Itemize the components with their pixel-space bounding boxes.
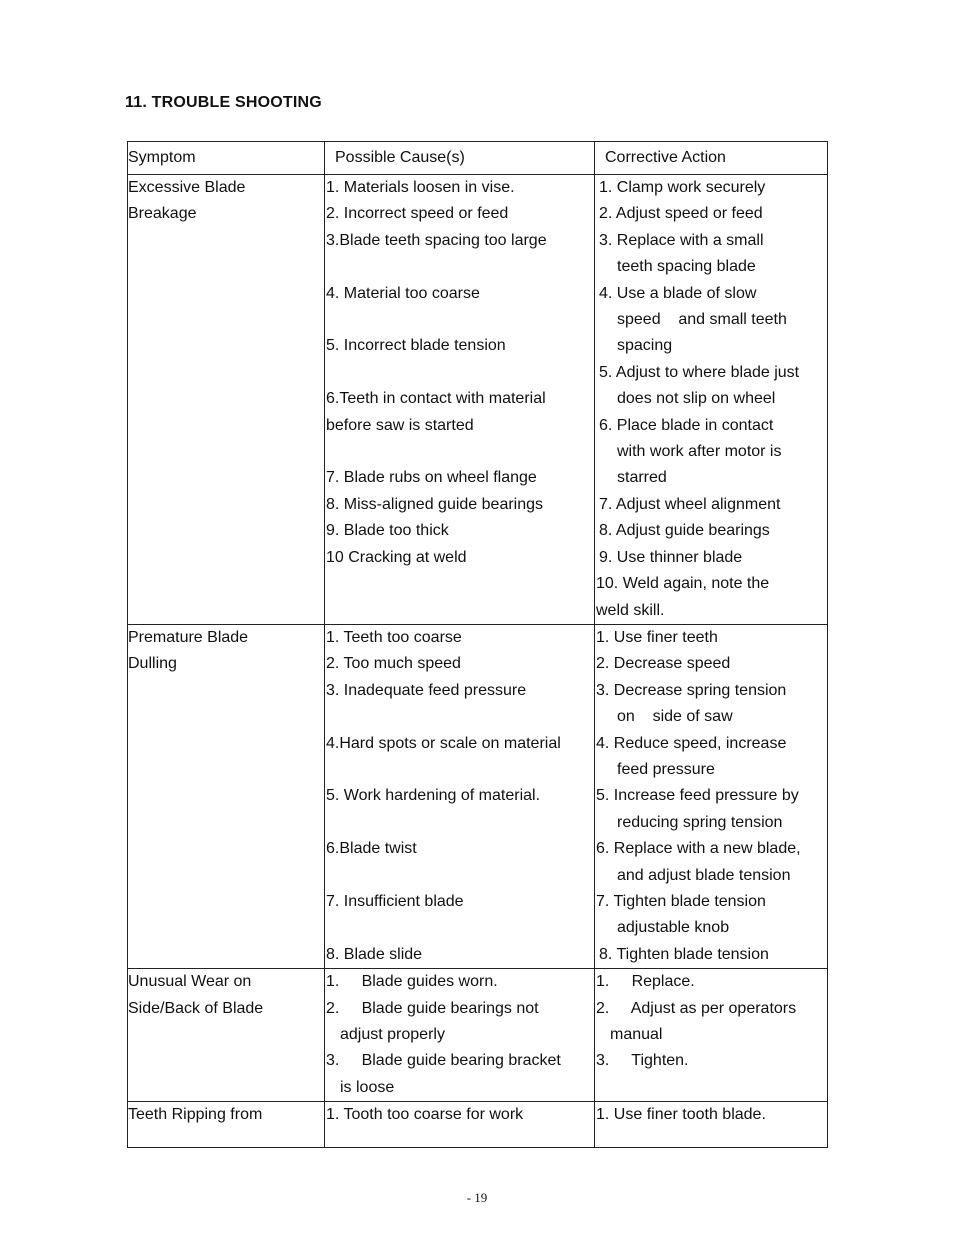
cause-line bbox=[325, 254, 594, 280]
cause-line: 1. Blade guides worn. bbox=[326, 973, 498, 991]
page-number: - 19 bbox=[466, 1190, 488, 1205]
cause-line: 2. Too much speed bbox=[326, 655, 461, 673]
symptom-cell bbox=[128, 1102, 325, 1148]
action-line: on side of saw bbox=[617, 708, 733, 726]
cause-line: 8. Miss-aligned guide bearings bbox=[326, 495, 544, 513]
cause-line: 1. Tooth too coarse for work bbox=[326, 1106, 524, 1124]
action-line: 1. Clamp work securely bbox=[599, 179, 766, 196]
cause-line: 6.Teeth in contact with material bbox=[326, 390, 546, 408]
table-header-row bbox=[128, 142, 828, 175]
action-line: starred bbox=[617, 469, 667, 487]
symptom-line: Excessive Blade bbox=[128, 179, 246, 196]
action-line: 10. Weld again, note the bbox=[596, 575, 770, 593]
cause-line bbox=[325, 810, 594, 836]
action-line: 8. Tighten blade tension bbox=[599, 945, 769, 963]
cause-line bbox=[325, 307, 594, 333]
action-line: reducing spring tension bbox=[617, 813, 783, 831]
action-line: 3. Replace with a small bbox=[599, 231, 764, 249]
action-line: 2. Adjust speed or feed bbox=[599, 205, 763, 223]
action-line: does not slip on wheel bbox=[617, 390, 776, 408]
cause-line bbox=[325, 439, 594, 465]
action-line: 7. Adjust wheel alignment bbox=[599, 495, 781, 513]
action-line: 5. Adjust to where blade just bbox=[599, 363, 800, 381]
cause-line bbox=[325, 360, 594, 386]
action-line: 2. Adjust as per operators bbox=[596, 999, 797, 1017]
action-line: manual bbox=[610, 1026, 663, 1043]
cause-line: 4.Hard spots or scale on material bbox=[326, 734, 561, 752]
action-line: 6. Place blade in contact bbox=[599, 416, 774, 434]
header-action: Corrective Action bbox=[595, 142, 828, 175]
section-title: 11. TROUBLE SHOOTING bbox=[125, 94, 322, 111]
symptom-cell bbox=[128, 175, 325, 625]
action-line: 3. Decrease spring tension bbox=[596, 681, 787, 699]
symptom-line: Teeth Ripping from bbox=[128, 1106, 263, 1124]
cause-line: 5. Work hardening of material. bbox=[326, 787, 541, 805]
cause-cell bbox=[325, 969, 595, 1102]
cause-line: 8. Blade slide bbox=[326, 945, 423, 963]
cause-line bbox=[325, 757, 594, 783]
action-line: and adjust blade tension bbox=[617, 866, 791, 884]
action-line: 4. Use a blade of slow bbox=[599, 284, 757, 302]
cause-line: 9. Blade too thick bbox=[326, 522, 449, 540]
action-line: teeth spacing blade bbox=[617, 258, 756, 276]
cause-line bbox=[325, 915, 594, 941]
action-line: 7. Tighten blade tension bbox=[596, 892, 766, 910]
cause-line: 7. Blade rubs on wheel flange bbox=[326, 469, 537, 487]
cause-cell bbox=[325, 1102, 595, 1148]
troubleshooting-table bbox=[127, 141, 828, 1148]
action-line: 1. Use finer teeth bbox=[596, 628, 718, 646]
action-line: 1. Replace. bbox=[596, 973, 695, 991]
cause-line: adjust properly bbox=[340, 1026, 445, 1043]
header-symptom: Symptom bbox=[128, 142, 325, 175]
cause-line bbox=[325, 704, 594, 730]
table-row bbox=[128, 969, 828, 1102]
cause-line: 3.Blade teeth spacing too large bbox=[326, 231, 547, 249]
cause-line: 1. Materials loosen in vise. bbox=[326, 179, 515, 196]
action-line: 2. Decrease speed bbox=[596, 655, 731, 673]
action-line: feed pressure bbox=[617, 760, 715, 778]
action-line: adjustable knob bbox=[617, 919, 730, 937]
symptom-line: Side/Back of Blade bbox=[128, 999, 264, 1017]
action-line: 8. Adjust guide bearings bbox=[599, 522, 770, 540]
cause-line: 3. Blade guide bearing bracket bbox=[326, 1052, 561, 1070]
symptom-line: Premature Blade bbox=[128, 628, 249, 646]
table-row bbox=[128, 1102, 828, 1148]
cause-line: 10 Cracking at weld bbox=[326, 548, 467, 566]
cause-line: 3. Inadequate feed pressure bbox=[326, 681, 527, 699]
cause-line: 2. Blade guide bearings not bbox=[326, 999, 539, 1017]
cause-line: before saw is started bbox=[326, 416, 474, 434]
cause-line: 7. Insufficient blade bbox=[326, 892, 464, 910]
symptom-line: Unusual Wear on bbox=[128, 973, 252, 991]
action-line: weld skill. bbox=[596, 601, 665, 619]
action-line: 9. Use thinner blade bbox=[599, 548, 743, 566]
table-row bbox=[128, 624, 828, 968]
cause-line: 5. Incorrect blade tension bbox=[326, 337, 506, 355]
cause-line: 4. Material too coarse bbox=[326, 284, 480, 302]
action-line: 5. Increase feed pressure by bbox=[596, 787, 799, 805]
cause-line bbox=[325, 863, 594, 889]
action-line: 1. Use finer tooth blade. bbox=[596, 1106, 766, 1124]
action-line: spacing bbox=[617, 337, 673, 355]
cause-cell bbox=[325, 624, 595, 968]
action-cell bbox=[595, 1102, 828, 1148]
header-cause: Possible Cause(s) bbox=[325, 142, 595, 175]
cause-line: 6.Blade twist bbox=[326, 840, 417, 858]
cause-line: is loose bbox=[340, 1078, 395, 1096]
cause-line: 1. Teeth too coarse bbox=[326, 628, 462, 646]
action-cell bbox=[595, 175, 828, 625]
table-row bbox=[128, 175, 828, 625]
action-line: with work after motor is bbox=[617, 443, 782, 461]
action-line: speed and small teeth bbox=[617, 311, 787, 329]
action-line: 6. Replace with a new blade, bbox=[596, 840, 801, 858]
action-line: 3. Tighten. bbox=[596, 1052, 689, 1070]
symptom-cell bbox=[128, 969, 325, 1102]
cause-line: 2. Incorrect speed or feed bbox=[326, 205, 509, 223]
symptom-cell bbox=[128, 624, 325, 968]
cause-cell bbox=[325, 175, 595, 625]
symptom-line: Breakage bbox=[128, 205, 197, 223]
action-cell bbox=[595, 969, 828, 1102]
action-line: 4. Reduce speed, increase bbox=[596, 734, 787, 752]
action-cell bbox=[595, 624, 828, 968]
symptom-line: Dulling bbox=[128, 655, 177, 673]
